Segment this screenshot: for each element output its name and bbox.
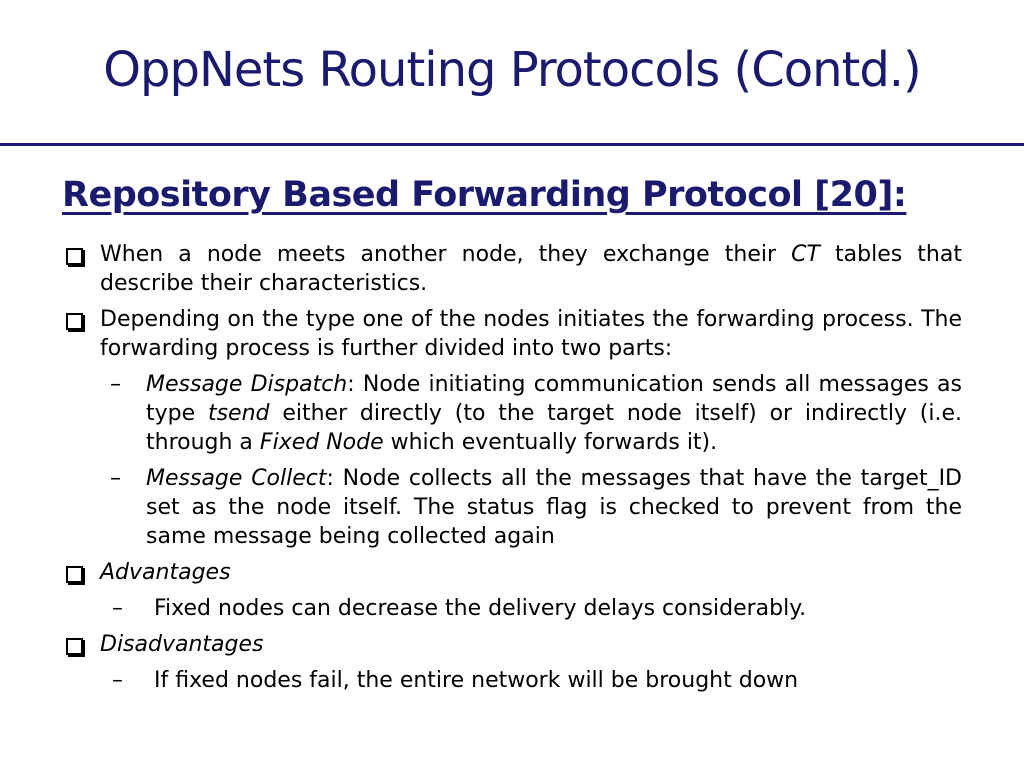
slide-title: OppNets Routing Protocols (Contd.): [103, 42, 921, 98]
term-label: Message Collect: [146, 466, 327, 491]
checkbox-square-icon: [66, 638, 83, 655]
sub-bullet-emphasis: tsend: [207, 401, 270, 426]
bullet-emphasis: CT: [791, 242, 820, 267]
sub-bullet-item: [62, 594, 962, 623]
sub-bullet-text: Fixed nodes can decrease the delivery delays considerably.: [154, 596, 807, 621]
title-divider: [0, 143, 1024, 146]
sub-bullet-text: If fixed nodes fail, the entire network will be brought down: [154, 668, 799, 693]
bullet-item: [62, 240, 962, 298]
sub-bullet-item: [62, 370, 962, 457]
sub-bullet-text: either directly (to the target node itself) or indirectly (i.e. through a: [146, 401, 963, 455]
bullet-label: Disadvantages: [100, 632, 264, 657]
bullet-label: Advantages: [100, 560, 231, 585]
checkbox-square-icon: [66, 313, 83, 330]
dash-icon: –: [112, 668, 123, 693]
section-heading: [62, 170, 962, 220]
bullet-item: [62, 630, 962, 659]
dash-icon: –: [110, 372, 121, 397]
bullet-text: When a node meets another node, they exchange their: [100, 242, 792, 267]
bullet-item: [62, 558, 962, 587]
bullet-text: tables that describe their characteristics.: [100, 242, 962, 296]
bullet-text: Depending on the type one of the nodes initiates the forwarding process. The forwarding process is further divided into two parts:: [100, 307, 962, 361]
term-label: Message Dispatch: [146, 372, 348, 397]
sub-bullet-text: : Node initiating communication sends all messages as type: [146, 372, 962, 426]
sub-bullet-emphasis: Fixed Node: [259, 430, 384, 455]
checkbox-square-icon: [66, 566, 83, 583]
section-heading-text: Repository Based Forwarding Protocol [20]:: [62, 175, 907, 215]
checkbox-square-icon: [66, 248, 83, 265]
dash-icon: –: [110, 466, 121, 491]
sub-bullet-item: [62, 464, 962, 551]
sub-bullet-item: [62, 666, 962, 695]
bullet-item: [62, 305, 962, 363]
sub-bullet-text: : Node collects all the messages that have the target_ID set as the node itself. The status flag is checked to prevent from the same message being collected again: [146, 466, 962, 549]
dash-icon: –: [112, 596, 123, 621]
sub-bullet-text: which eventually forwards it).: [383, 430, 718, 455]
bullet-list: [62, 240, 962, 702]
